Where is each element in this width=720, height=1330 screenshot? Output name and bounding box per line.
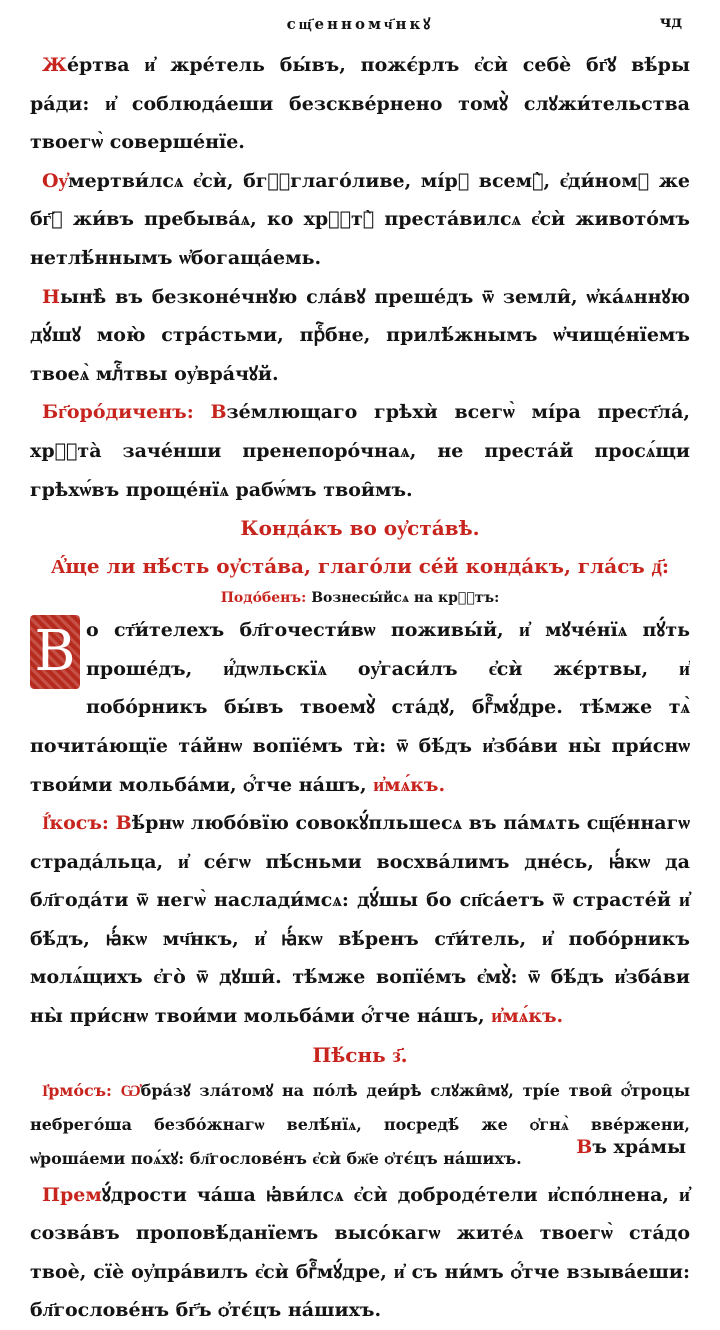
red-initial: Н <box>42 285 60 308</box>
troparion-1 <box>30 46 690 162</box>
rubric-line: А҆́ще ли нѣ́сть оу҆ста́ва, глаго́ли се́й конда́къ, гла́съ д҃: <box>50 554 670 579</box>
ikos <box>30 804 690 1036</box>
red-initial: В <box>115 812 132 835</box>
podoben-text: Вознесы́йсѧ на крⷭ҇тъ: <box>311 590 500 607</box>
ikos-text: ѣ́рнѡ любо́вїю совокꙋ́пльшесѧ въ па́мѧть сщ҃е́ннагѡ страда́льца, и҆ се́гѡ пѣ́сньми восхва́лимъ дне́сь, ꙗ҆́кѡ да бл҃года́ти ѿ негѡ̀ наслади́мсѧ: дꙋ́шы бо сп҃са́етъ ѿ страсте́й и҆ бѣ́дъ, ꙗ҆́кѡ мч҃нкъ, и҆ ꙗ҆́кѡ вѣ́ренъ ст҃и́тель, и҆ побо́рникъ молѧ́щихъ є҆го̀ ѿ дꙋши̑. тѣ́мже вопїе́мъ є҆мꙋ̀: ѿ бѣ́дъ и҆зба́ви ны̀ при́снѡ твои́ми мольба́ми ѻ҆́тче на́шъ, <box>30 812 690 1028</box>
ode-heading: Пѣ́снь з҃. <box>312 1042 408 1067</box>
red-initial: Оу҆ <box>42 169 69 192</box>
ikos-label: І҆́косъ: <box>42 812 109 835</box>
red-initial: Ѡ҆ <box>120 1080 141 1100</box>
catchword-text: ъ хра́мы <box>592 1136 686 1158</box>
podoben-label: Подо́бенъ: <box>220 590 307 607</box>
troparion-2 <box>30 162 690 278</box>
troparion-2-text: мертви́лсѧ є҆сѝ, бгⷪ҇глаго́ливе, мі́рꙋ всемꙋ̀, є҆ди́номꙋ же бг҃ꙋ жи́въ пребыва́ѧ, ко хрⷭ҇тꙋ̀ преста́вилсѧ є҆сѝ живото́мъ нетлѣ́ннымъ ѡ҆богаща́емь. <box>30 169 690 269</box>
running-title: сщ҃енномч҃нкꙋ <box>286 15 434 33</box>
theotokion-text: зе́млющаго грѣхѝ всегѡ̀ мі́ра прест҃ла́, хрⷭ҇та̀ заче́нши пренепоро́чнаѧ, не преста́й просѧ́щи грѣхѡ́въ проще́нїѧ рабѡ́мъ твои̑мъ. <box>30 401 691 501</box>
kontakion-ending: и҆мѧ́къ. <box>373 773 446 796</box>
irmos-label: І҆рмо́съ: <box>42 1080 112 1100</box>
ikos-ending: и҆мѧ́къ. <box>491 1005 564 1028</box>
theotokion <box>30 393 690 509</box>
troparion-4-text: ꙋ́дрости ча́ша ꙗ҆ви́лсѧ є҆сѝ доброде́тели и҆спо́лнена, и҆ созва́въ проповѣ́данїемъ высо́кагѡ жите́ѧ твоегѡ̀ ста́до твоѐ, сїѐ оу҆пра́вилъ є҆сѝ бгⷪ҇мꙋ́дре, и҆ съ ни́мъ ѻ҆́тче взыва́еши: бл҃гослове́нъ бг҃ъ ѻ҆тє́цъ на́шихъ. <box>30 1183 690 1322</box>
troparion-4 <box>30 1176 690 1330</box>
page-header <box>30 6 690 46</box>
red-initial: В <box>210 401 227 424</box>
theotokion-label: Бг҃оро́диченъ: <box>42 401 194 424</box>
troparion-1-text: е́ртва и҆ жре́тель бы́въ, пожє́рлъ є҆сѝ себѐ бг҃ꙋ вѣ́ры ра́ди: и҆ соблюда́еши безскве́рнено томꙋ̀ слꙋжи́тельства твоегѡ̀ соверше́нїе. <box>30 54 690 154</box>
podoben-line <box>30 585 690 611</box>
ornamental-dropcap: В <box>30 615 80 689</box>
red-initial: Прем <box>42 1183 102 1206</box>
kontakion-heading: Конда́къ во оу҆ста́вѣ. <box>240 516 480 541</box>
catchword <box>576 1136 686 1158</box>
kontakion-block <box>30 611 690 804</box>
troparion-3-text: ынѣ̀ въ безконе́чнꙋю сла́вꙋ преше́дъ ѿ земли̑, ѡ҆ка́ѧннꙋю дꙋ́шꙋ мою̀ стра́стьми, прⷭ҇бне, прилѣ́жнымъ ѡ҆чище́нїемъ твоеѧ̀ млⷭ҇твы оу҆вра́чꙋй. <box>30 285 690 385</box>
folio-number: чд <box>659 12 682 31</box>
irmos <box>30 1074 690 1176</box>
kontakion-body: о ст҃и́телехъ бл҃гочести́вѡ поживы́й, и҆ мꙋче́нїѧ пꙋ́ть проше́дъ, и҆́дѡльскїѧ оу҆гаси́лъ є҆сѝ жє́ртвы, и҆ побо́рникъ бы́въ твоемꙋ̀ ста́дꙋ, бгⷪ҇мꙋ́дре. тѣ́мже тѧ̀ почита́ющїе та́йнѡ вопїе́мъ тѝ: ѿ бѣ́дъ и҆зба́ви ны̀ при́снѡ твои́ми мольба́ми, ѻ҆́тче на́шъ, <box>30 619 690 796</box>
red-initial: В <box>576 1136 593 1158</box>
troparion-3 <box>30 278 690 394</box>
irmos-text: бра́зꙋ зла́томꙋ на по́лѣ деи́рѣ слꙋжи̑мꙋ, трі́е твои̑ ѻ҆́троцы небрего́ша безбо́жнагѡ велѣ́нїѧ, посредѣ́ же ѻ҆гнѧ̀ вве́ржени, ѡ҆роша́еми поѧ́хꙋ: бл҃гослове́нъ є҆сѝ бж҃е ѻ҆тє́цъ на́шихъ. <box>30 1080 690 1168</box>
kontakion-text <box>30 611 690 804</box>
red-initial: Ж <box>42 54 67 76</box>
